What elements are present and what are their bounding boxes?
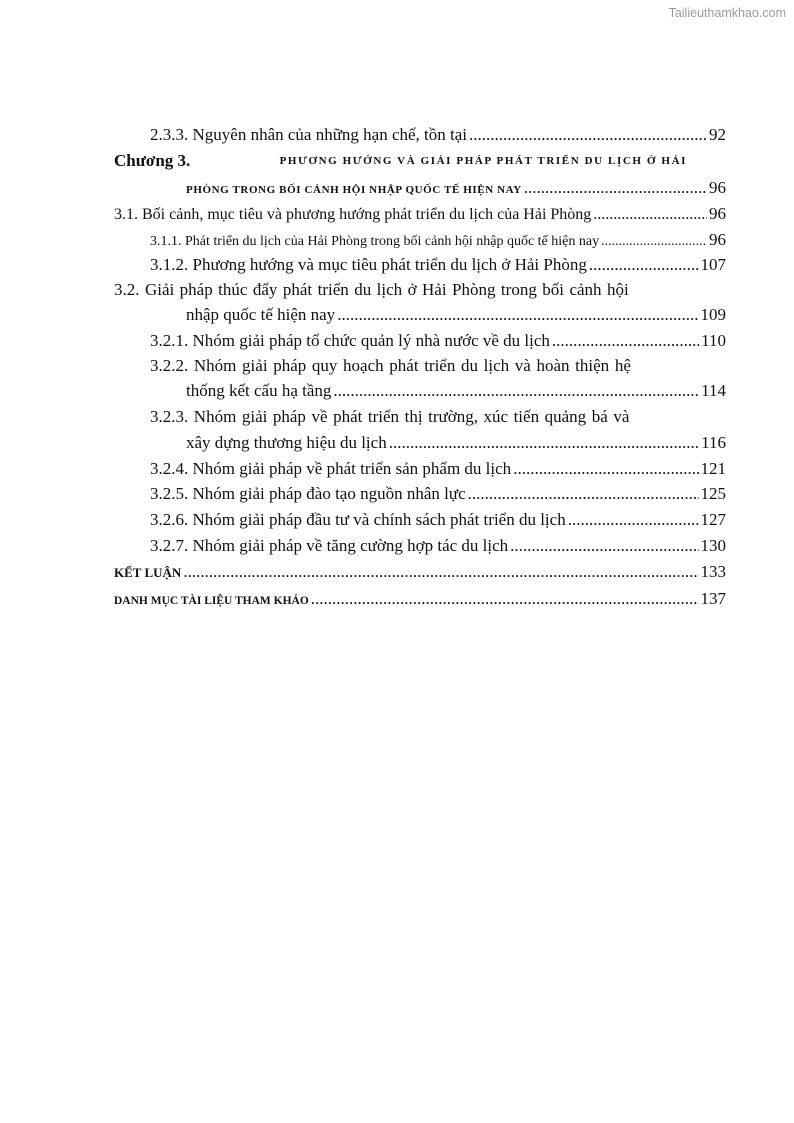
- toc-entry-text: nhập quốc tế hiện nay: [186, 305, 336, 324]
- dot-leader: [568, 510, 699, 530]
- toc-entry-text: DANH MỤC TÀI LIỆU THAM KHẢO: [114, 595, 309, 607]
- page-number: 96: [709, 204, 726, 223]
- page-number: 116: [701, 433, 726, 452]
- toc-entry-text: 3.2.7. Nhóm giải pháp về tăng cường hợp tác du lịch: [150, 536, 509, 555]
- page-number: 92: [709, 125, 726, 144]
- page-number: 137: [700, 589, 726, 608]
- toc-entry-text: 3.2.4. Nhóm giải pháp về phát triển sản phẩm du lịch: [150, 459, 512, 478]
- toc-entry-3-1-1[interactable]: [150, 230, 726, 250]
- toc-entry-3-2-4[interactable]: [150, 459, 726, 479]
- toc-entry-3-2-6[interactable]: [150, 510, 726, 530]
- dot-leader: [311, 589, 699, 609]
- page-number: 110: [701, 331, 726, 350]
- dot-leader: [183, 562, 698, 582]
- dot-leader: [513, 459, 698, 479]
- toc-entry-3-2-7[interactable]: [150, 536, 726, 556]
- toc-entry-conclusion[interactable]: [114, 562, 726, 582]
- dot-leader: [469, 125, 707, 145]
- dot-leader: [601, 234, 707, 250]
- dot-leader: [468, 484, 699, 504]
- toc-entry-references[interactable]: [114, 589, 726, 609]
- chapter-title-line2: PHÒNG TRONG BỐI CẢNH HỘI NHẬP QUỐC TẾ HIỆN NAY: [186, 184, 522, 196]
- toc-entry-3-2-1[interactable]: [150, 331, 726, 351]
- dot-leader: [552, 331, 699, 351]
- page-number: 121: [700, 459, 726, 478]
- toc-entry-text: 3.2.5. Nhóm giải pháp đào tạo nguồn nhân lực: [150, 484, 466, 503]
- chapter-label: Chương 3.: [114, 151, 191, 170]
- dot-leader: [337, 305, 698, 325]
- page-number: 114: [701, 381, 726, 400]
- page-number: 125: [700, 484, 726, 503]
- toc-entry-3-1-2[interactable]: [150, 255, 726, 275]
- toc-entry-3-2-2[interactable]: [186, 381, 726, 401]
- page-number: 107: [700, 255, 726, 274]
- dot-leader: [593, 206, 707, 224]
- dot-leader: [589, 255, 699, 275]
- toc-entry-3-1[interactable]: [114, 204, 726, 224]
- toc-entry-text: thống kết cấu hạ tầng: [186, 381, 332, 400]
- toc-entry-text: 3.2.1. Nhóm giải pháp tổ chức quản lý nhà nước về du lịch: [150, 331, 550, 350]
- page-number: 127: [700, 510, 726, 529]
- page-number: 109: [700, 305, 726, 324]
- toc-entry-text: 3.2.6. Nhóm giải pháp đầu tư và chính sách phát triển du lịch: [150, 510, 566, 529]
- chapter-title-line1: PHƯƠNG HƯỚNG VÀ GIẢI PHÁP PHÁT TRIỂN DU LỊCH Ở HẢI: [279, 155, 687, 167]
- dot-leader: [524, 178, 707, 198]
- toc-entry-3-2-3-line1[interactable]: 3.2.3. Nhóm giải pháp về phát triển thị trường, xúc tiến quảng bá và: [150, 407, 630, 426]
- toc-entry-3-2-5[interactable]: [150, 484, 726, 504]
- page-number: 96: [709, 178, 726, 197]
- dot-leader: [389, 433, 699, 453]
- page-number: 133: [700, 562, 726, 581]
- dot-leader: [510, 536, 698, 556]
- chapter-3-title-line2[interactable]: [186, 178, 726, 198]
- toc-entry-3-2-3[interactable]: [186, 433, 726, 453]
- toc-entry-text: 3.1.2. Phương hướng và mục tiêu phát triển du lịch ở Hải Phòng: [150, 255, 587, 274]
- toc-entry-2-3-3[interactable]: [150, 125, 726, 145]
- toc-entry-text: 2.3.3. Nguyên nhân của những hạn chế, tồn tại: [150, 125, 468, 144]
- toc-entry-text: KẾT LUẬN: [114, 565, 182, 580]
- page-number: 96: [709, 230, 726, 249]
- toc-entry-text: 3.1. Bối cảnh, mục tiêu và phương hướng phát triển du lịch của Hải Phòng: [114, 206, 592, 223]
- dot-leader: [333, 381, 699, 401]
- toc-entry-3-2-2-line1[interactable]: 3.2.2. Nhóm giải pháp quy hoạch phát triển du lịch và hoàn thiện hệ: [150, 356, 631, 375]
- toc-entry-text: xây dựng thương hiệu du lịch: [186, 433, 387, 452]
- toc-entry-3-2-line1[interactable]: 3.2. Giải pháp thúc đẩy phát triển du lịch ở Hải Phòng trong bối cảnh hội: [114, 280, 629, 299]
- toc-entry-3-2[interactable]: [186, 305, 726, 325]
- chapter-3-heading[interactable]: [114, 151, 687, 171]
- toc-entry-text: 3.1.1. Phát triển du lịch của Hải Phòng trong bối cảnh hội nhập quốc tế hiện nay: [150, 234, 600, 249]
- watermark: Tailieuthamkhao.com: [668, 6, 786, 20]
- page-number: 130: [700, 536, 726, 555]
